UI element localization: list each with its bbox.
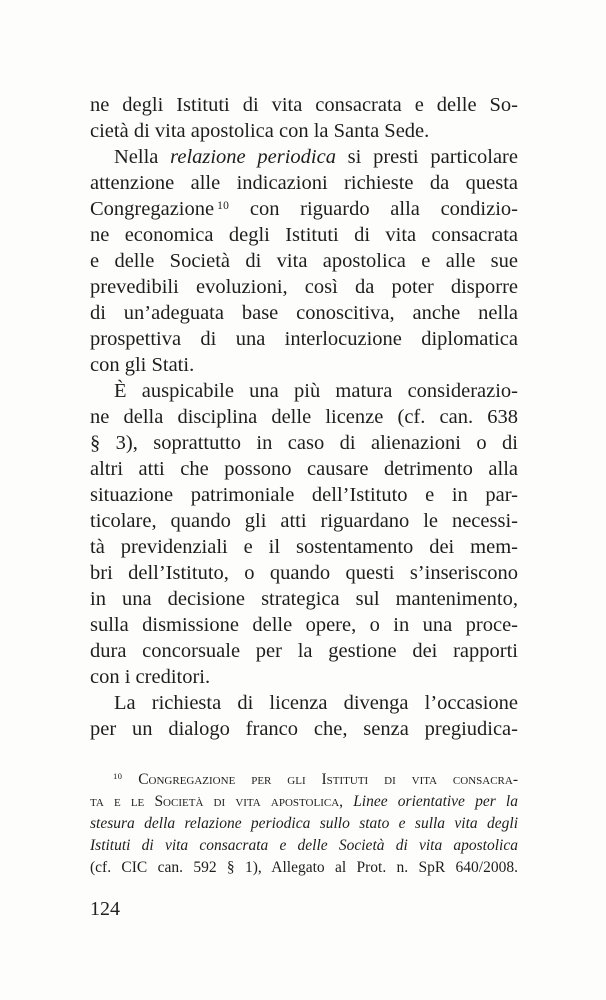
footnote: [90, 769, 518, 879]
text-line: [90, 300, 518, 326]
text-line: [90, 430, 518, 456]
text-line: [90, 612, 518, 638]
text-line: [90, 482, 518, 508]
text-line: [90, 769, 518, 791]
text-segment: relazione periodica: [170, 146, 336, 168]
text-segment: ticolare, quando gli atti riguardano le necessi-: [90, 510, 518, 532]
text-line: [90, 196, 518, 222]
text-segment: prospettiva di una interlocuzione diplomatica: [90, 328, 518, 350]
text-line: [90, 326, 518, 352]
text-segment: Congregazione per gli Istituti di vita consacra-: [138, 771, 518, 788]
text-segment: dura concorsuale per la gestione dei rapporti: [90, 640, 518, 662]
text-segment: La richiesta di licenza divenga l’occasione: [114, 692, 518, 714]
text-line: [90, 222, 518, 248]
text-segment: sulla dismissione delle opere, o in una proce-: [90, 614, 518, 636]
text-line: [90, 274, 518, 300]
text-segment: Linee orientative per la: [353, 793, 518, 810]
text-segment: Congregazione: [90, 198, 215, 220]
text-segment: ,: [339, 793, 354, 810]
text-segment: con gli Stati.: [90, 354, 195, 376]
footnote-reference: 10: [217, 199, 230, 212]
text-segment: prevedibili evoluzioni, così da poter disporre: [90, 276, 518, 298]
text-segment: e delle Società di vita apostolica e alle sue: [90, 250, 518, 272]
text-segment: cietà di vita apostolica con la Santa Sede.: [90, 120, 430, 142]
text-line: [90, 404, 518, 430]
text-line: [90, 92, 518, 118]
text-line: [90, 791, 518, 813]
text-line: [90, 857, 518, 879]
text-segment: ne economica degli Istituti di vita consacrata: [90, 224, 518, 246]
text-segment: attenzione alle indicazioni richieste da questa: [90, 172, 518, 194]
text-line: [90, 508, 518, 534]
text-line: [90, 813, 518, 835]
text-segment: ne degli Istituti di vita consacrata e delle So-: [90, 94, 518, 116]
text-line: [90, 378, 518, 404]
body-text: [90, 92, 518, 742]
text-line: [90, 170, 518, 196]
text-line: [90, 690, 518, 716]
text-segment: tà previdenziali e il sostentamento dei mem-: [90, 536, 518, 558]
text-segment: si presti particolare: [335, 146, 518, 168]
text-segment: con i creditori.: [90, 666, 211, 688]
footnote-reference: 10: [113, 771, 123, 782]
text-line: [90, 560, 518, 586]
text-line: [90, 248, 518, 274]
text-segment: altri atti che possono causare detrimento alla: [90, 458, 518, 480]
text-segment: [122, 771, 138, 788]
text-line: [90, 534, 518, 560]
text-segment: bri dell’Istituto, o quando questi s’inseriscono: [90, 562, 518, 584]
text-line: [90, 586, 518, 612]
text-segment: § 3), soprattutto in caso di alienazioni o di: [90, 432, 518, 454]
text-segment: (cf. CIC can. 592 § 1), Allegato al Prot. n. SpR 640/2008.: [90, 859, 518, 876]
text-segment: Nella: [114, 146, 171, 168]
text-segment: in una decisione strategica sul mantenimento,: [90, 588, 518, 610]
text-line: [90, 664, 518, 690]
text-line: [90, 352, 518, 378]
text-line: [90, 456, 518, 482]
text-segment: di un’adeguata base conoscitiva, anche nella: [90, 302, 518, 324]
text-segment: ne della disciplina delle licenze (cf. can. 638: [90, 406, 518, 428]
text-segment: Istituti di vita consacrata e delle Società di vita apostolica: [90, 837, 518, 854]
text-line: [90, 638, 518, 664]
text-line: [90, 716, 518, 742]
text-line: [90, 835, 518, 857]
text-segment: con riguardo alla condizio-: [229, 198, 518, 220]
text-segment: situazione patrimoniale dell’Istituto e in par-: [90, 484, 518, 506]
text-segment: per un dialogo franco che, senza pregiudica-: [90, 718, 518, 740]
text-segment: È auspicabile una più matura considerazio-: [114, 380, 518, 402]
page-number: 124: [90, 898, 120, 920]
text-segment: stesura della relazione periodica sullo stato e sulla vita degli: [90, 815, 518, 832]
text-line: [90, 118, 518, 144]
text-line: [90, 144, 518, 170]
text-segment: ta e le Società di vita apostolica: [90, 793, 340, 810]
